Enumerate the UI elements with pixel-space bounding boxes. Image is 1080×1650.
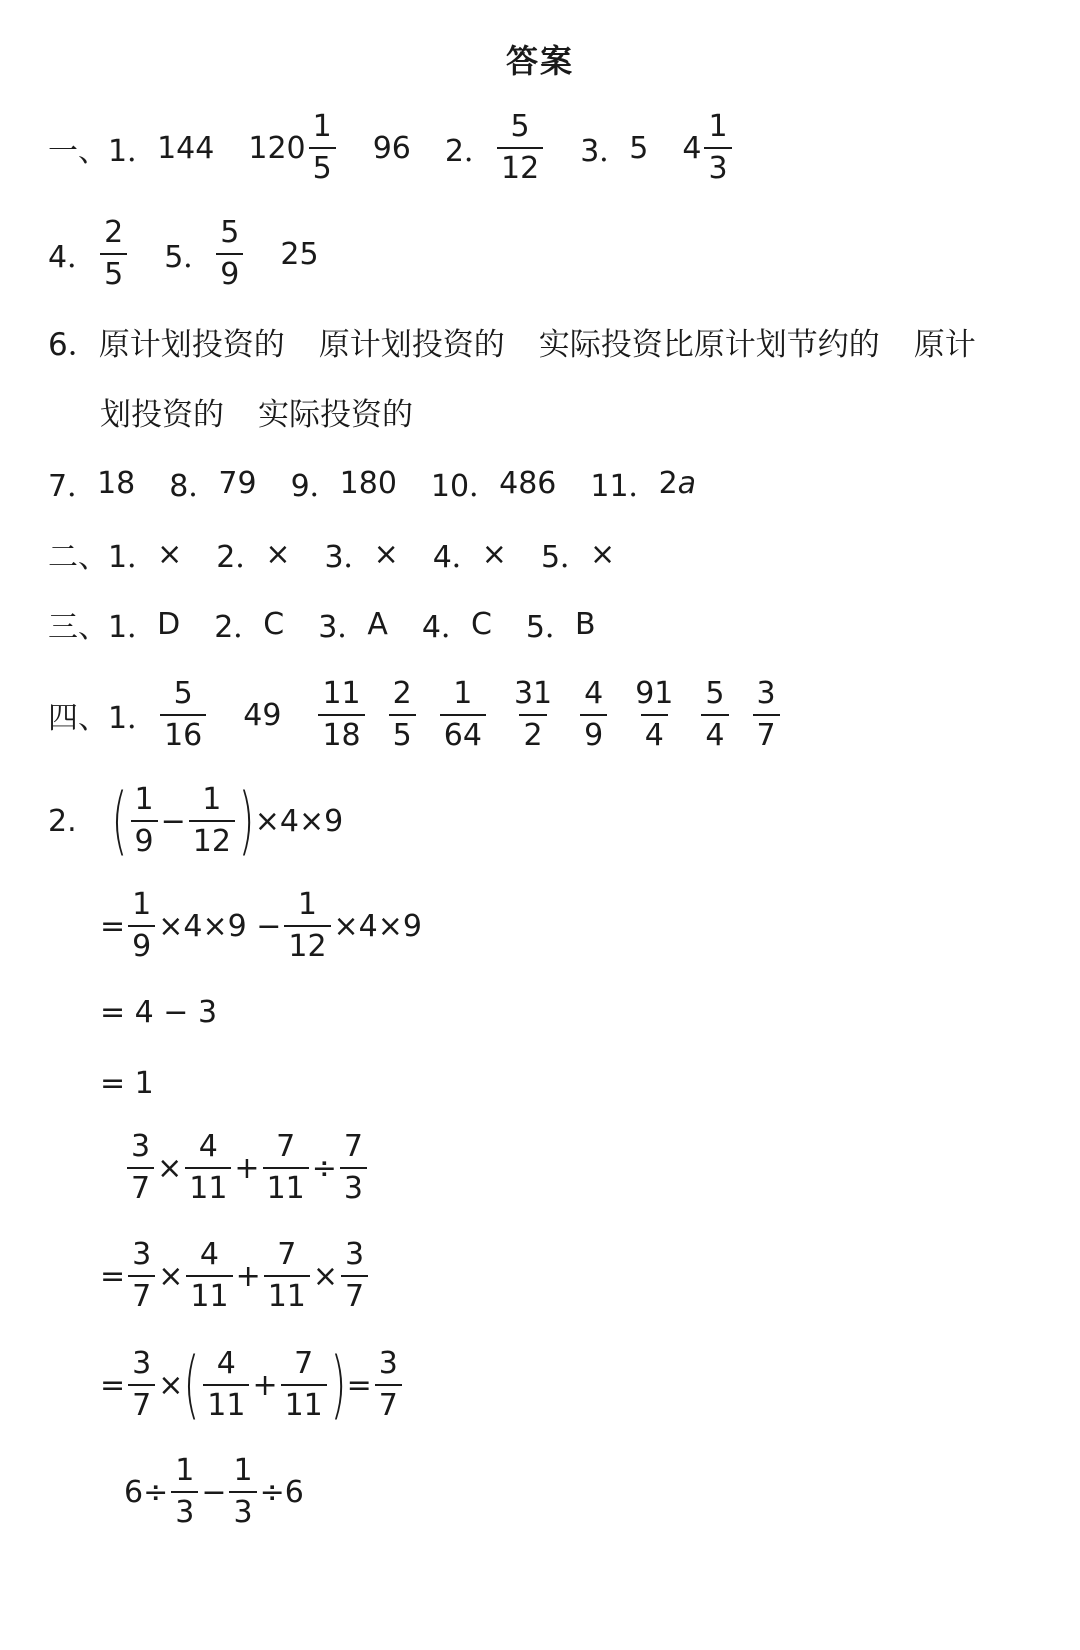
equals-sign: =: [100, 1367, 126, 1403]
operator: −: [201, 1474, 227, 1510]
answer-text: 划投资的: [100, 396, 224, 433]
question-label: 5．: [525, 610, 576, 645]
fraction: $\frac{4}{11}$: [203, 1349, 249, 1421]
answer-text: 原计: [913, 326, 976, 363]
fraction: $\frac{3}{7}$: [128, 1240, 155, 1312]
question-label: 7．: [48, 469, 98, 504]
fraction: $\frac{1}{64}$: [440, 679, 486, 751]
calc2-step1: [100, 1236, 371, 1316]
equals-sign: =: [100, 1258, 126, 1294]
operator: ×: [157, 1150, 183, 1186]
page-title: 答案: [505, 42, 574, 80]
question-label: 1．: [108, 134, 158, 169]
fraction: $\frac{7}{11}$: [264, 1240, 310, 1312]
question-label: 4．: [421, 610, 471, 645]
mixed-number-whole: 120: [248, 130, 306, 166]
left-paren: (: [111, 778, 128, 864]
answer-value: A: [367, 606, 388, 642]
question-label: 4．: [432, 540, 482, 575]
answer-line-q6-b: [100, 371, 413, 451]
calc2-expression: [124, 1128, 370, 1208]
equals-sign: =: [100, 908, 126, 944]
answer-value: 18: [97, 465, 136, 501]
fraction: $\frac{1}{5}$: [309, 112, 336, 184]
calc1-step3: [100, 1043, 154, 1123]
answer-text: 原计划投资的: [318, 326, 505, 363]
answer-value: 2: [658, 465, 678, 501]
answer-line-1: [48, 108, 735, 188]
fraction: $\frac{1}{9}$: [131, 785, 158, 857]
fraction: $\frac{3}{7}$: [753, 679, 780, 751]
question-label: 11．: [590, 469, 659, 504]
fraction: $\frac{7}{11}$: [263, 1132, 309, 1204]
fraction: $\frac{7}{3}$: [340, 1132, 367, 1204]
question-label: 3．: [324, 540, 374, 575]
question-label: 8．: [169, 469, 219, 504]
answer-text: 原计划投资的: [98, 326, 285, 363]
operator: +: [235, 1258, 261, 1294]
fraction: $\frac{5}{4}$: [701, 679, 728, 751]
calc1-step1: [100, 886, 422, 966]
fraction: $\frac{2}{5}$: [389, 679, 416, 751]
expression-tail: ÷6: [259, 1474, 304, 1510]
fraction: $\frac{2}{5}$: [100, 218, 127, 290]
expression-lead: 6÷: [124, 1474, 169, 1510]
question-label: 9．: [290, 469, 340, 504]
expression-middle: ×4×9 −: [158, 908, 282, 944]
equals-sign: =: [346, 1367, 372, 1403]
answer-value: ×: [590, 536, 616, 572]
answer-variable: a: [677, 465, 697, 501]
answer-value: ×: [481, 536, 507, 572]
question-label: 4．: [48, 240, 98, 275]
question-label: 5．: [164, 240, 214, 275]
calc1-step2: [100, 972, 217, 1052]
answer-value: 79: [218, 465, 257, 501]
mixed-number-whole: 4: [682, 130, 702, 166]
question-label: 2．: [216, 540, 266, 575]
question-label: 6．: [48, 326, 99, 363]
question-label: 2．: [214, 610, 264, 645]
fraction: $\frac{1}{9}$: [128, 890, 155, 962]
fraction: $\frac{3}{7}$: [127, 1132, 154, 1204]
left-paren: (: [183, 1342, 200, 1428]
operator: ×: [312, 1258, 339, 1294]
question-label: 3．: [580, 134, 630, 169]
expression: = 1: [100, 1065, 154, 1101]
answer-value: 25: [280, 236, 319, 272]
answer-line-7-11: [48, 443, 696, 523]
answer-line-section4-q1: [48, 675, 783, 755]
fraction: $\frac{91}{4}$: [635, 676, 674, 753]
calc3-expression: [124, 1452, 304, 1532]
operator: ×: [158, 1367, 184, 1403]
fraction: $\frac{1}{3}$: [171, 1456, 198, 1528]
answer-value: D: [157, 606, 181, 642]
operator: +: [234, 1150, 260, 1186]
calc2-step2: [100, 1342, 405, 1428]
question-label: 1．: [108, 540, 158, 575]
fraction: $\frac{3}{7}$: [341, 1240, 368, 1312]
answer-line-section3: [48, 584, 596, 664]
fraction: $\frac{4}{11}$: [186, 1240, 232, 1312]
answer-value: ×: [373, 536, 399, 572]
answer-value: 486: [499, 465, 557, 501]
answer-value: C: [470, 606, 492, 642]
fraction: $\frac{31}{2}$: [513, 676, 553, 753]
answer-value: 96: [372, 130, 411, 166]
fraction: $\frac{7}{11}$: [281, 1349, 327, 1421]
section-label: 四、: [48, 701, 108, 736]
question-label: 1．: [108, 701, 158, 736]
operator: ×: [158, 1258, 184, 1294]
answer-text: 实际投资的: [258, 396, 413, 433]
fraction: $\frac{1}{12}$: [189, 785, 235, 857]
operator: +: [252, 1367, 278, 1403]
expression: = 4 − 3: [100, 994, 218, 1030]
calc1-expression: [48, 778, 344, 864]
fraction: $\frac{1}{12}$: [284, 890, 330, 962]
answer-value: 5: [629, 130, 649, 166]
fraction: $\frac{1}{3}$: [229, 1456, 256, 1528]
question-label: 5．: [540, 540, 591, 575]
answer-value: 49: [243, 697, 282, 733]
operator: ÷: [311, 1150, 337, 1186]
fraction: $\frac{3}{7}$: [128, 1349, 155, 1421]
right-paren: ): [238, 778, 255, 864]
question-label: 2．: [444, 134, 494, 169]
answer-value: B: [575, 606, 596, 642]
fraction: $\frac{5}{12}$: [497, 112, 543, 184]
answer-line-2: [48, 214, 319, 294]
question-label: 3．: [318, 610, 368, 645]
section-label: 二、: [48, 540, 108, 575]
question-label: 1．: [108, 610, 158, 645]
operator: −: [160, 803, 186, 839]
answer-value: ×: [157, 536, 183, 572]
answer-text: 实际投资比原计划节约的: [538, 326, 880, 363]
answer-line-section2: [48, 514, 615, 594]
fraction: $\frac{5}{9}$: [216, 218, 243, 290]
fraction: $\frac{11}{18}$: [318, 679, 364, 751]
section-label: 一、: [48, 134, 108, 169]
fraction: $\frac{3}{7}$: [375, 1349, 402, 1421]
expression-tail: ×4×9: [254, 803, 344, 839]
expression-tail: ×4×9: [333, 908, 422, 944]
answer-value: ×: [265, 536, 291, 572]
right-paren: ): [330, 1342, 347, 1428]
section-label: 三、: [48, 610, 108, 645]
fraction: $\frac{4}{9}$: [580, 679, 607, 751]
fraction: $\frac{1}{3}$: [704, 112, 731, 184]
question-label: 2.: [48, 803, 77, 839]
fraction: $\frac{5}{16}$: [160, 679, 206, 751]
question-label: 10．: [430, 469, 500, 504]
fraction: $\frac{4}{11}$: [185, 1132, 231, 1204]
answer-value: 180: [339, 465, 397, 501]
answer-line-q6-a: [48, 301, 976, 381]
answer-value: C: [263, 606, 285, 642]
answer-value: 144: [157, 130, 215, 166]
